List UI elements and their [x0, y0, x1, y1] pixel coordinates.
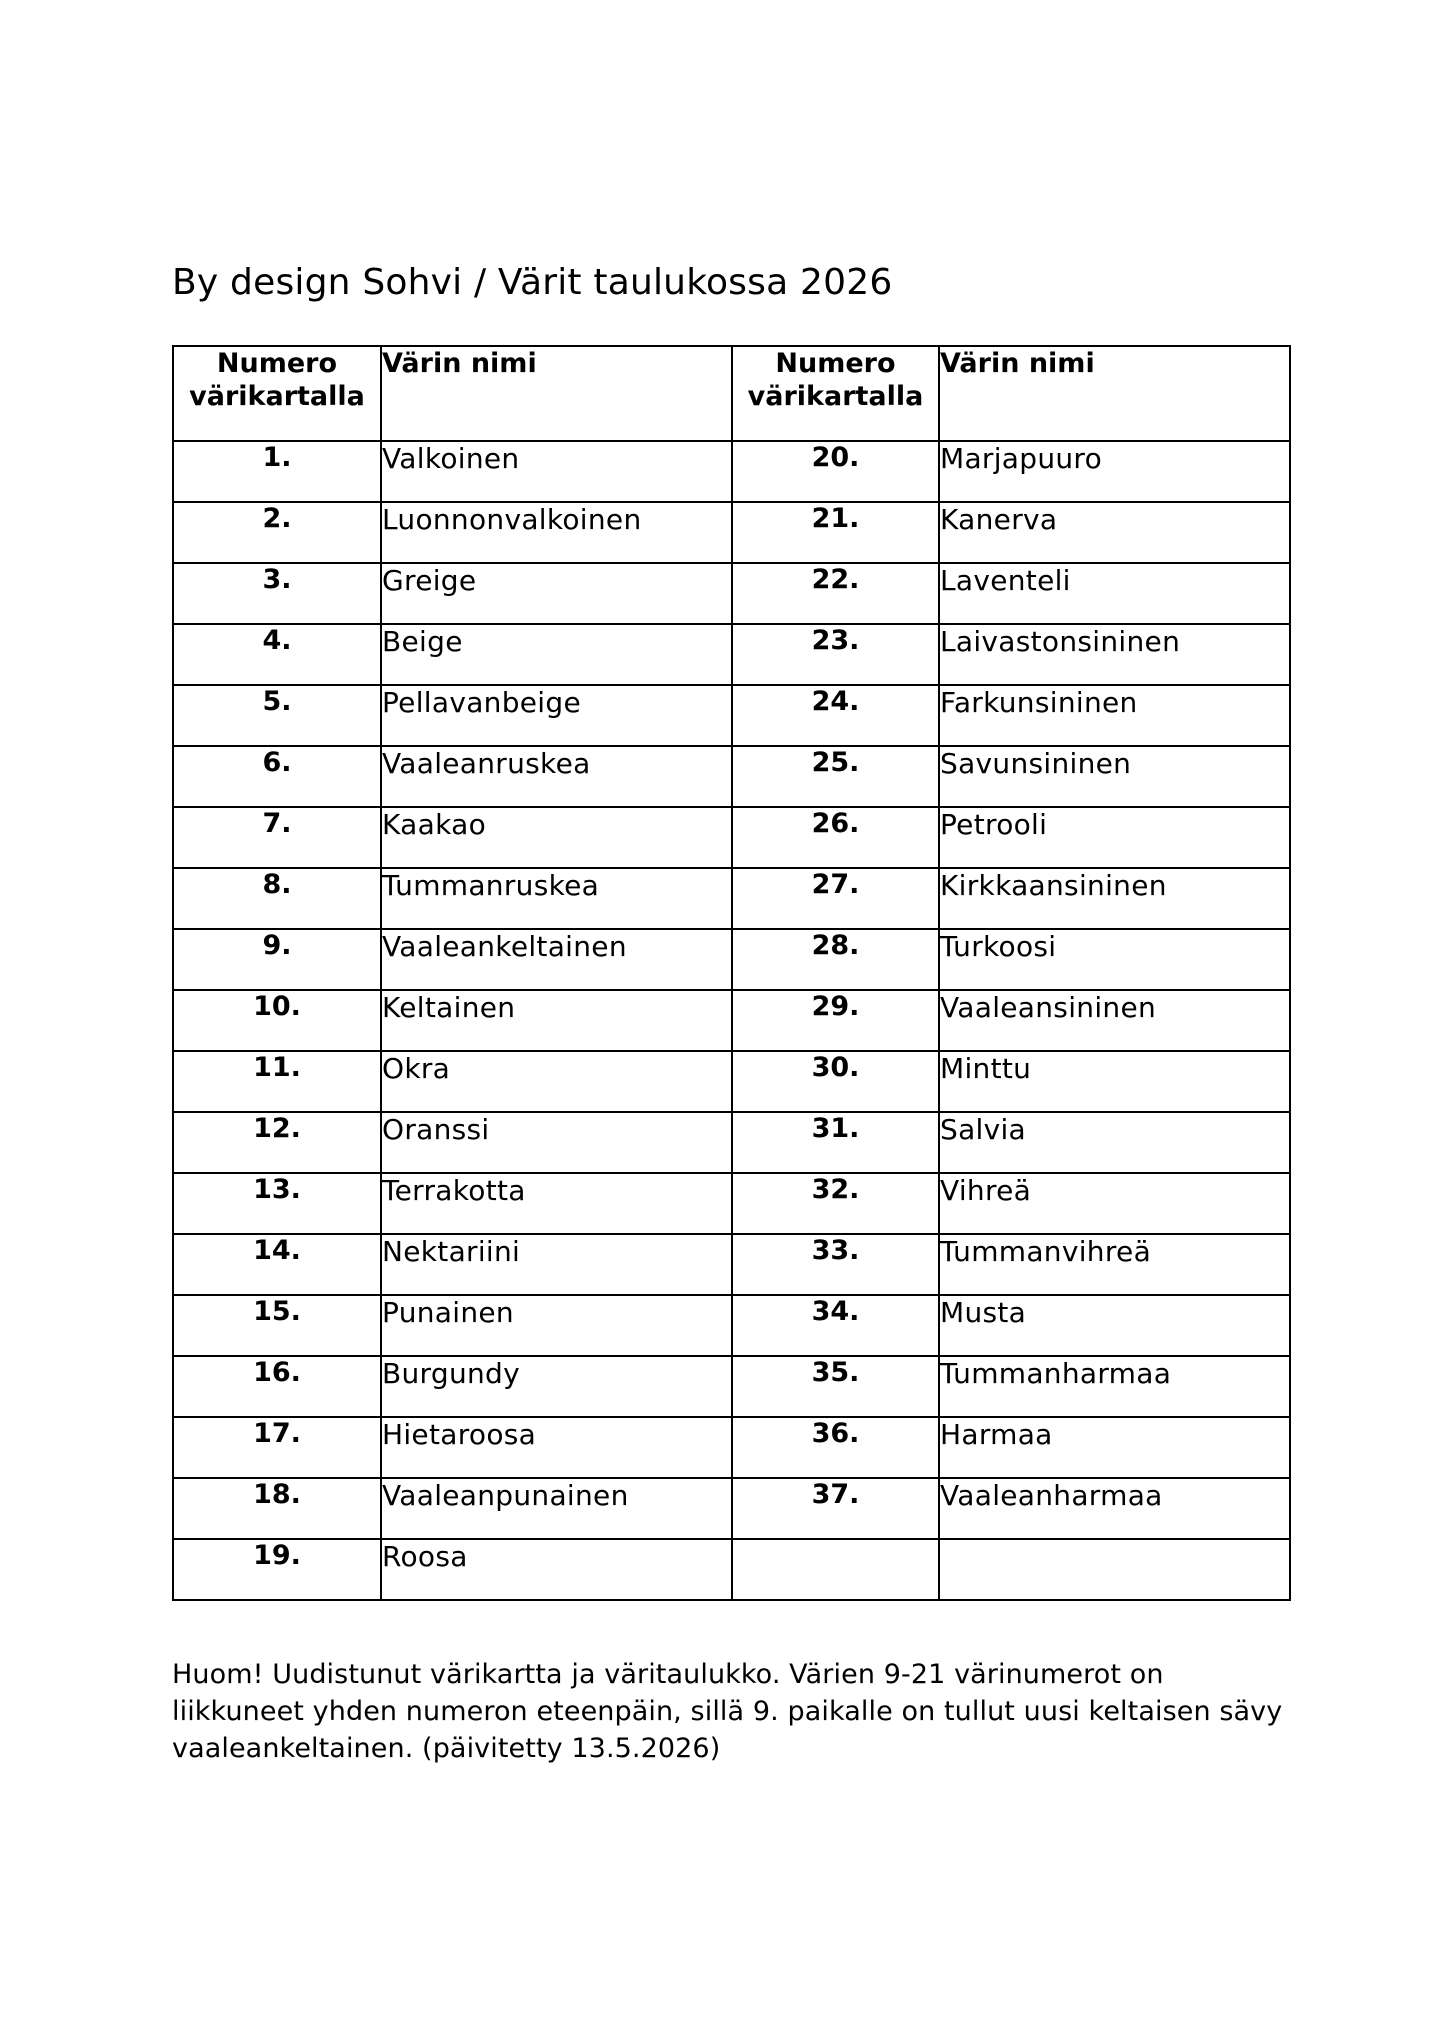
color-name-cell: Laventeli [939, 563, 1290, 624]
color-name-cell: Laivastonsininen [939, 624, 1290, 685]
color-name-cell: Terrakotta [381, 1173, 732, 1234]
color-name-cell: Vaaleanruskea [381, 746, 732, 807]
header-number-2 [732, 346, 939, 441]
table-header-row [173, 346, 1290, 441]
color-name-cell: Vaaleanharmaa [939, 1478, 1290, 1539]
table-row [173, 929, 1290, 990]
color-number-cell: 5. [173, 685, 381, 746]
color-name-cell: Okra [381, 1051, 732, 1112]
color-number-cell: 6. [173, 746, 381, 807]
color-table [172, 345, 1291, 1601]
color-number-cell: 11. [173, 1051, 381, 1112]
color-name-cell [939, 1539, 1290, 1600]
color-name-cell: Kirkkaansininen [939, 868, 1290, 929]
color-number-cell: 23. [732, 624, 939, 685]
color-number-cell: 29. [732, 990, 939, 1051]
color-number-cell: 3. [173, 563, 381, 624]
header-number-2-line2: värikartalla [747, 381, 924, 412]
color-number-cell: 12. [173, 1112, 381, 1173]
table-row [173, 1234, 1290, 1295]
table-row [173, 1051, 1290, 1112]
table-row [173, 1539, 1290, 1600]
page-title: By design Sohvi / Värit taulukossa 2026 [172, 262, 893, 303]
color-number-cell: 2. [173, 502, 381, 563]
color-number-cell: 9. [173, 929, 381, 990]
table-row [173, 1112, 1290, 1173]
table-row [173, 1417, 1290, 1478]
color-number-cell: 26. [732, 807, 939, 868]
header-number-line2: värikartalla [189, 381, 365, 412]
color-name-cell: Keltainen [381, 990, 732, 1051]
color-name-cell: Pellavanbeige [381, 685, 732, 746]
color-name-cell: Vaaleanpunainen [381, 1478, 732, 1539]
table-row [173, 624, 1290, 685]
table-row [173, 441, 1290, 502]
table-row [173, 502, 1290, 563]
update-note: Huom! Uudistunut värikartta ja väritaulukko. Värien 9-21 värinumerot on liikkuneet yhden numeron eteenpäin, sillä 9. paikalle on tullut uusi keltaisen sävy vaaleankeltainen. (päivitetty 13.5.2026) [172, 1659, 1283, 1764]
color-number-cell [732, 1539, 939, 1600]
table-row [173, 1295, 1290, 1356]
color-name-cell: Beige [381, 624, 732, 685]
color-name-cell: Tummanvihreä [939, 1234, 1290, 1295]
header-number-2-line1: Numero [775, 348, 896, 379]
table-row [173, 1173, 1290, 1234]
color-name-cell: Vihreä [939, 1173, 1290, 1234]
color-number-cell: 18. [173, 1478, 381, 1539]
color-number-cell: 19. [173, 1539, 381, 1600]
color-name-cell: Tummanruskea [381, 868, 732, 929]
color-name-cell: Greige [381, 563, 732, 624]
color-name-cell: Vaaleansininen [939, 990, 1290, 1051]
color-name-cell: Punainen [381, 1295, 732, 1356]
color-name-cell: Savunsininen [939, 746, 1290, 807]
color-number-cell: 27. [732, 868, 939, 929]
color-name-cell: Turkoosi [939, 929, 1290, 990]
table-row [173, 1356, 1290, 1417]
table-row [173, 746, 1290, 807]
color-name-cell: Oranssi [381, 1112, 732, 1173]
color-number-cell: 1. [173, 441, 381, 502]
table-row [173, 868, 1290, 929]
header-name-2: Värin nimi [939, 346, 1290, 441]
color-number-cell: 32. [732, 1173, 939, 1234]
color-name-cell: Nektariini [381, 1234, 732, 1295]
color-name-cell: Harmaa [939, 1417, 1290, 1478]
color-number-cell: 4. [173, 624, 381, 685]
color-name-cell: Burgundy [381, 1356, 732, 1417]
color-number-cell: 20. [732, 441, 939, 502]
color-number-cell: 34. [732, 1295, 939, 1356]
color-name-cell: Tummanharmaa [939, 1356, 1290, 1417]
color-name-cell: Kaakao [381, 807, 732, 868]
color-number-cell: 17. [173, 1417, 381, 1478]
color-number-cell: 25. [732, 746, 939, 807]
color-name-cell: Minttu [939, 1051, 1290, 1112]
color-number-cell: 16. [173, 1356, 381, 1417]
header-name: Värin nimi [381, 346, 732, 441]
table-row [173, 685, 1290, 746]
color-number-cell: 35. [732, 1356, 939, 1417]
color-number-cell: 10. [173, 990, 381, 1051]
color-number-cell: 36. [732, 1417, 939, 1478]
color-name-cell: Vaaleankeltainen [381, 929, 732, 990]
color-number-cell: 7. [173, 807, 381, 868]
color-number-cell: 21. [732, 502, 939, 563]
color-number-cell: 30. [732, 1051, 939, 1112]
color-number-cell: 37. [732, 1478, 939, 1539]
color-number-cell: 24. [732, 685, 939, 746]
color-name-cell: Musta [939, 1295, 1290, 1356]
color-name-cell: Petrooli [939, 807, 1290, 868]
color-number-cell: 13. [173, 1173, 381, 1234]
color-number-cell: 33. [732, 1234, 939, 1295]
color-name-cell: Kanerva [939, 502, 1290, 563]
color-name-cell: Roosa [381, 1539, 732, 1600]
table-row [173, 990, 1290, 1051]
color-number-cell: 31. [732, 1112, 939, 1173]
color-name-cell: Salvia [939, 1112, 1290, 1173]
color-name-cell: Hietaroosa [381, 1417, 732, 1478]
color-number-cell: 28. [732, 929, 939, 990]
color-number-cell: 22. [732, 563, 939, 624]
table-body [173, 441, 1290, 1600]
header-number [173, 346, 381, 441]
header-number-line1: Numero [216, 348, 338, 379]
color-name-cell: Farkunsininen [939, 685, 1290, 746]
color-number-cell: 8. [173, 868, 381, 929]
color-name-cell: Luonnonvalkoinen [381, 502, 732, 563]
color-number-cell: 14. [173, 1234, 381, 1295]
color-name-cell: Marjapuuro [939, 441, 1290, 502]
color-name-cell: Valkoinen [381, 441, 732, 502]
table-row [173, 563, 1290, 624]
table-row [173, 807, 1290, 868]
color-number-cell: 15. [173, 1295, 381, 1356]
table-row [173, 1478, 1290, 1539]
